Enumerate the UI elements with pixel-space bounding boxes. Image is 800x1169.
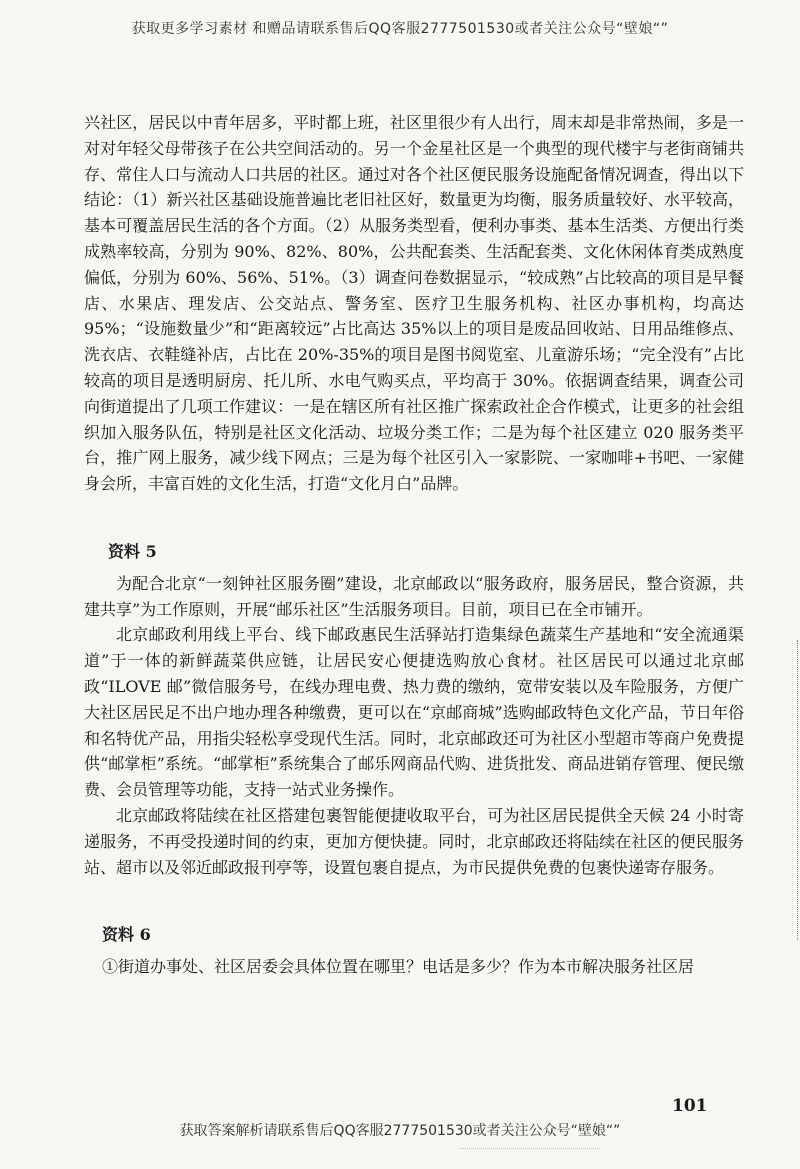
- paragraph-material-6-question: ①街道办事处、社区居委会具体位置在哪里？电话是多少？作为本市解决服务社区居: [102, 957, 695, 977]
- section-title-material-6: 资料 6: [102, 925, 151, 945]
- document-body: [84, 110, 744, 980]
- paragraph-community-survey: 兴社区，居民以中青年居多，平时都上班，社区里很少有人出行，周末却是非常热闹，多是一对对年轻父母带孩子在公共空间活动的。另一个金星社区是一个典型的现代楼宇与老街商铺共存、常住人口与流动人口共居的社区。通过对各个社区便民服务设施配备情况调查，得出以下结论：（1）新兴社区基础设施普遍比老旧社区好，数量更为均衡，服务质量较好、水平较高，基本可覆盖居民生活的各个方面。（2）从服务类型看，便利办事类、基本生活类、方便出行类成熟率较高，分别为 90%、82%、80%，公共配套类、生活配套类、文化休闲体育类成熟度偏低，分别为 60%、56%、51%。（3）调查问卷数据显示，“较成熟”占比较高的项目是早餐店、水果店、理发店、公交站点、警务室、医疗卫生服务机构、社区办事机构，均高达 95%；“设施数量少”和“距离较远”占比高达 35%以上的项目是废品回收站、日用品维修点、洗衣店、衣鞋缝补店，占比在 20%-35%的项目是图书阅览室、儿童游乐场；“完全没有”占比较高的项目是透明厨房、托儿所、水电气购买点，平均高于 30%。依据调查结果，调查公司向街道提出了几项工作建议：一是在辖区所有社区推广探索政社企合作模式，让更多的社会组织加入服务队伍，特别是社区文化活动、垃圾分类工作；二是为每个社区建立 020 服务类平台，推广网上服务，减少线下网点；三是为每个社区引入一家影院、一家咖啡+书吧、一家健身会所，丰富百姓的文化生活，打造“文化月白”品牌。: [84, 113, 744, 494]
- section-title-material-5: 资料 5: [108, 541, 157, 561]
- header-watermark-note: 获取更多学习素材 和赠品请联系售后QQ客服2777501530或者关注公众号“壁娘“”: [131, 21, 669, 37]
- paragraph-material-5-intro: 为配合北京“一刻钟社区服务圈”建设，北京邮政以“服务政府，服务居民，整合资源，共建共享”为工作原则，开展“邮乐社区”生活服务项目。目前，项目已在全市铺开。: [84, 573, 744, 619]
- paragraph-material-5-parcel-service: 北京邮政将陆续在社区搭建包裹智能便捷收取平台，可为社区居民提供全天候 24 小时寄递服务，不再受投递时间的约束，更加方便快捷。同时，北京邮政还将陆续在社区的便民服务站、超市以及邻近邮政报刊亭等，设置包裹自提点，为市民提供免费的包裹快递寄存服务。: [84, 805, 744, 877]
- page-number: 101: [672, 1096, 708, 1116]
- scan-smudge: [460, 1148, 600, 1161]
- footer-watermark-note: 获取答案解析请联系售后QQ客服2777501530或者关注公众号“壁娘“”: [179, 1123, 621, 1139]
- paragraph-material-5-online-platform: 北京邮政利用线上平台、线下邮政惠民生活驿站打造集绿色蔬菜生产基地和“安全流通渠道”于一体的新鲜蔬菜供应链，让居民安心便捷选购放心食材。社区居民可以通过北京邮政“ILOVE 邮”微信服务号，在线办理电费、热力费的缴纳，宽带安装以及车险服务，方便广大社区居民足不出户地办理各种缴费，更可以在“京邮商城”选购邮政特色文化产品，节日年俗和名特优产品，用指尖轻松享受现代生活。同时，北京邮政还可为社区小型超市等商户免费提供“邮掌柜”系统。“邮掌柜”系统集合了邮乐网商品代购、进货批发、商品进销存管理、便民缴费、会员管理等功能，支持一站式业务操作。: [84, 625, 744, 800]
- scan-edge-marks: [793, 640, 798, 940]
